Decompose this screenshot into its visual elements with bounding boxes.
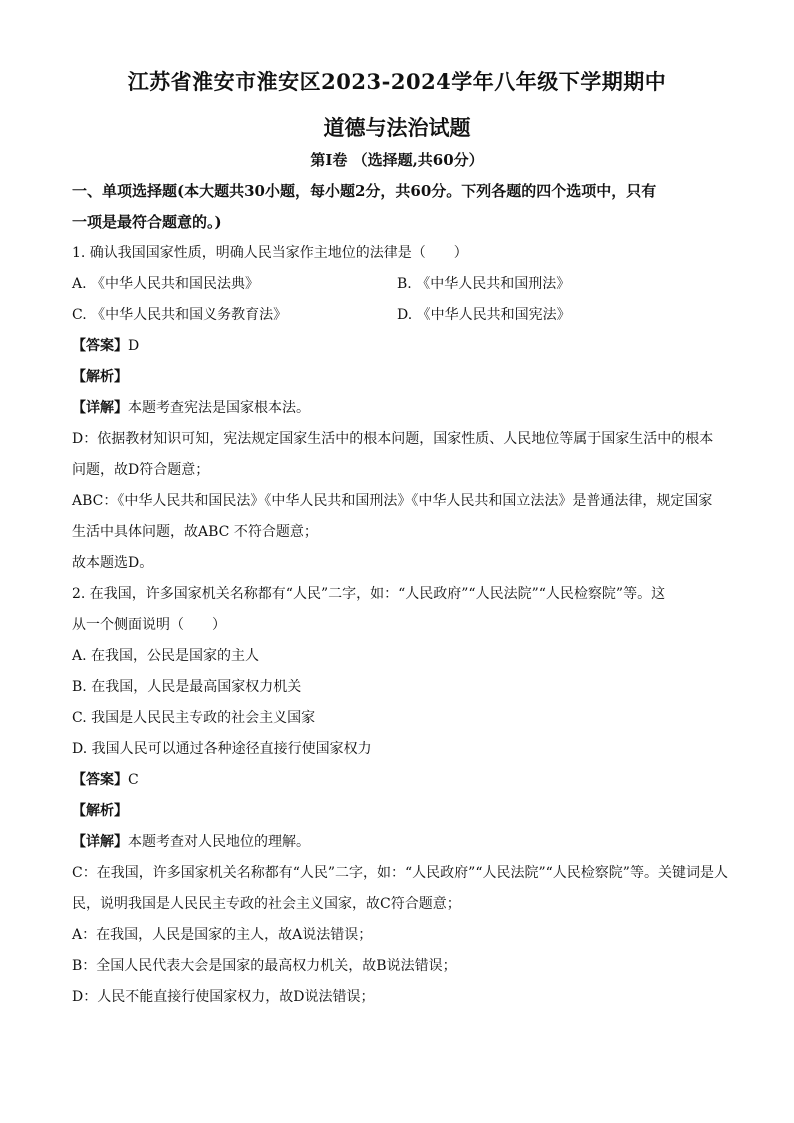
q1-option-b: B. 《中华人民共和国刑法》 <box>397 276 571 292</box>
q2-answer <box>72 765 722 796</box>
answer-value: D <box>128 338 140 354</box>
q2-option-b: B. 在我国，人民是最高国家权力机关 <box>72 679 302 695</box>
q2-option-a: A. 在我国，公民是国家的主人 <box>72 648 260 664</box>
q2-stem-line2: 从一个侧面说明（ ） <box>72 617 226 633</box>
q1-explanation-1: D：依据教材知识可知，宪法规定国家生活中的根本问题，国家性质、人民地位等属于国家生活中的根本 <box>72 431 714 447</box>
subject-title: 道德与法治试题 <box>323 115 471 140</box>
q2-explanation-5: D：人民不能直接行使国家权力，故D说法错误； <box>72 989 375 1005</box>
part-title: 第Ⅰ卷 （选择题,共60分） <box>310 151 484 169</box>
q1-option-d: D. 《中华人民共和国宪法》 <box>397 307 571 323</box>
q1-analysis-label: 【解析】 <box>72 369 128 385</box>
q2-analysis-label: 【解析】 <box>72 803 128 819</box>
detail-text: 本题考查宪法是国家根本法。 <box>128 400 310 416</box>
q1-explanation-2: 问题，故D符合题意； <box>72 462 210 478</box>
answer-label: 【答案】 <box>72 338 128 354</box>
q2-option-c: C. 我国是人民民主专政的社会主义国家 <box>72 710 316 726</box>
detail-text: 本题考查对人民地位的理解。 <box>128 834 310 850</box>
detail-label: 【详解】 <box>72 834 128 850</box>
q2-explanation-4: B：全国人民代表大会是国家的最高权力机关，故B说法错误； <box>72 958 457 974</box>
q1-explanation-3: ABC：《中华人民共和国民法》《中华人民共和国刑法》《中华人民共和国立法法》是普通法律，规定国家 <box>72 493 713 509</box>
q2-explanation-3: A：在我国，人民是国家的主人，故A说法错误； <box>72 927 373 943</box>
section-instructions-line1: 一、单项选择题(本大题共30小题，每小题2分，共60分。下列各题的四个选项中，只有 <box>72 182 657 200</box>
answer-label: 【答案】 <box>72 772 128 788</box>
q1-explanation-4: 生活中具体问题，故ABC 不符合题意； <box>72 524 318 540</box>
q1-answer <box>72 331 722 362</box>
q1-options-row1 <box>72 269 722 300</box>
q1-option-c: C. 《中华人民共和国义务教育法》 <box>72 307 288 323</box>
exam-title: 江苏省淮安市淮安区2023-2024学年八年级下学期期中 <box>127 69 667 94</box>
q1-explanation-5: 故本题选D。 <box>72 555 154 571</box>
exam-content <box>72 176 728 1013</box>
q2-option-d: D. 我国人民可以通过各种途径直接行使国家权力 <box>72 741 372 757</box>
section-instructions-line2: 一项是最符合题意的。) <box>72 213 222 231</box>
q2-explanation-1: C：在我国，许多国家机关名称都有“人民”二字，如：“人民政府”“人民法院”“人民检察院”等。关键词是人 <box>72 865 728 881</box>
answer-value: C <box>128 772 139 788</box>
q1-option-a: A. 《中华人民共和国民法典》 <box>72 276 260 292</box>
detail-label: 【详解】 <box>72 400 128 416</box>
q2-explanation-2: 民，说明我国是人民民主专政的社会主义国家，故C符合题意； <box>72 896 461 912</box>
q1-options-row2 <box>72 300 722 331</box>
q1-stem: 1. 确认我国国家性质，明确人民当家作主地位的法律是（ ） <box>72 245 468 261</box>
q1-detail <box>72 393 722 424</box>
q2-detail <box>72 827 722 858</box>
q2-stem-line1: 2. 在我国，许多国家机关名称都有“人民”二字，如：“人民政府”“人民法院”“人民检察院”等。这 <box>72 586 666 602</box>
